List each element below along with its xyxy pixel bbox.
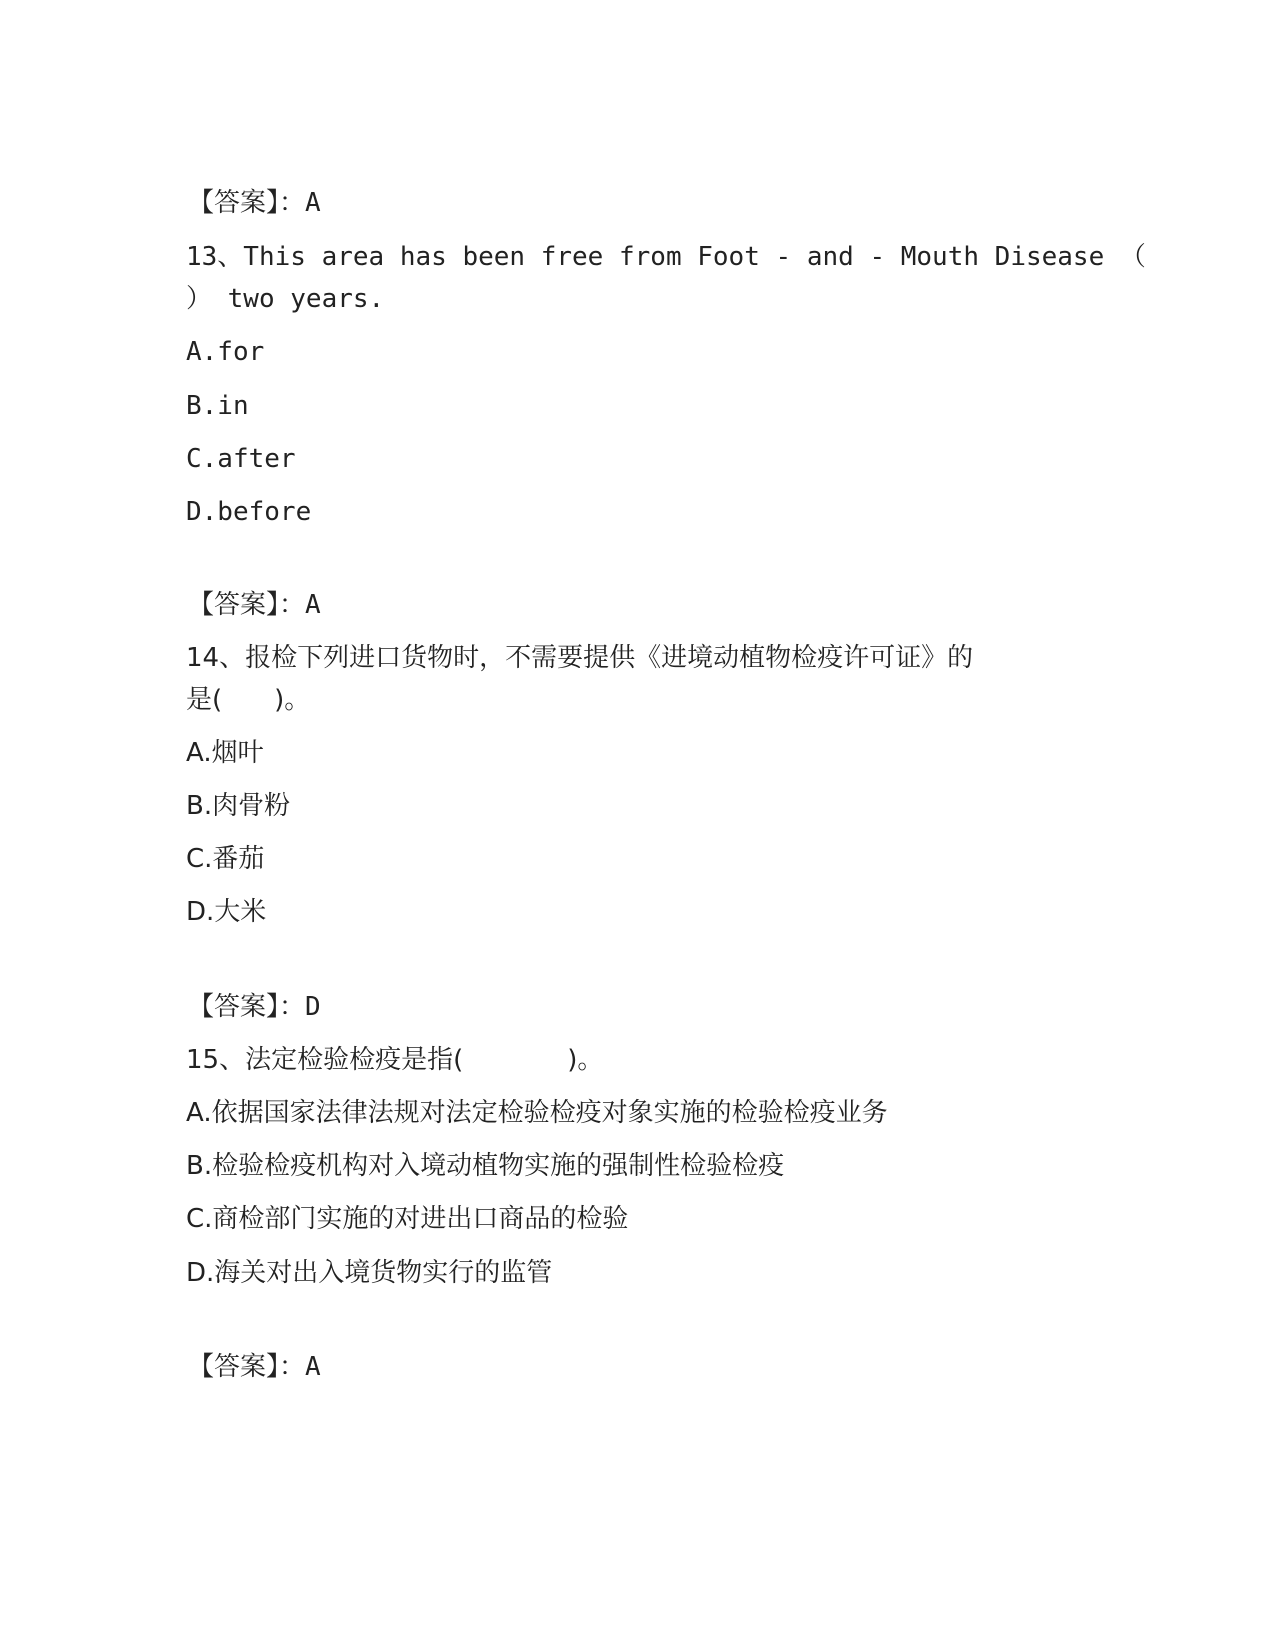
answer-label: 【答案】：A	[188, 188, 321, 218]
question-15-option-b: B.检验检疫机构对入境动植物实施的强制性检验检疫	[186, 1151, 785, 1181]
answer-label: 【答案】：A	[188, 1352, 321, 1382]
question-15-stem-line1: 15、法定检验检疫是指( )。	[186, 1045, 604, 1075]
question-15-option-a: A.依据国家法律法规对法定检验检疫对象实施的检验检疫业务	[186, 1098, 888, 1128]
question-14-stem-line2: 是( )。	[186, 685, 311, 715]
question-13-option-b: B.in	[186, 391, 249, 421]
question-13-option-a: A.for	[186, 337, 265, 367]
answer-label: 【答案】：D	[188, 992, 321, 1022]
question-14-stem-line1: 14、报检下列进口货物时，不需要提供《进境动植物检疫许可证》的	[186, 643, 974, 673]
question-13-option-d: D.before	[186, 497, 312, 527]
question-14-option-c: C.番茄	[186, 844, 265, 874]
answer-label: 【答案】：A	[188, 590, 321, 620]
question-13-stem-line2: ） two years.	[186, 284, 385, 314]
question-14-option-a: A.烟叶	[186, 738, 264, 768]
question-13-stem-line1: 13、This area has been free from Foot - and - Mouth Disease （	[186, 242, 1146, 272]
question-14-option-d: D.大米	[186, 897, 267, 927]
question-15-option-c: C.商检部门实施的对进出口商品的检验	[186, 1204, 629, 1234]
question-13-option-c: C.after	[186, 444, 296, 474]
question-14-option-b: B.肉骨粉	[186, 791, 291, 821]
question-15-option-d: D.海关对出入境货物实行的监管	[186, 1258, 553, 1288]
